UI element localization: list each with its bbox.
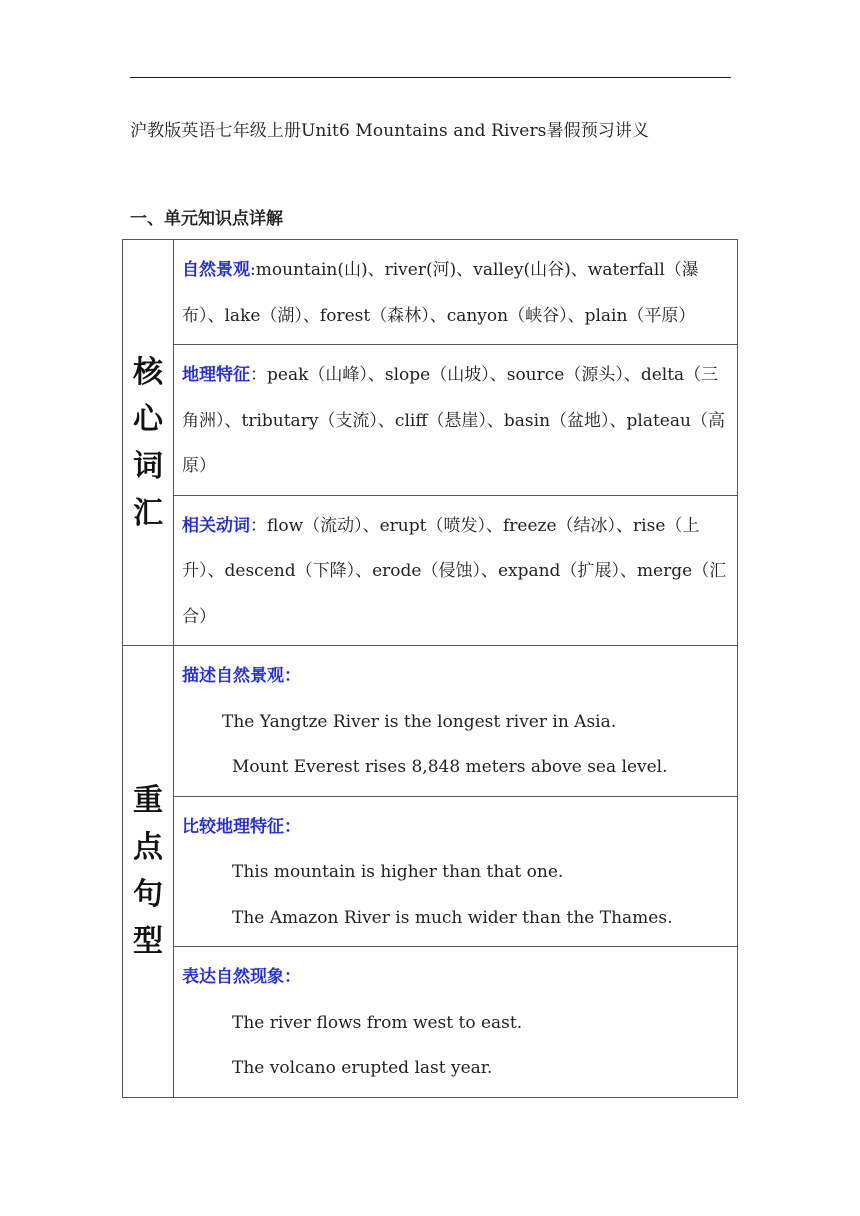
vocab-side-label [123, 240, 174, 646]
vocab-cell-geo-features [174, 345, 738, 496]
sentence-row-3 [123, 947, 738, 1098]
side-char: 型 [133, 924, 163, 960]
sentence-heading: 表达自然现象： [182, 967, 301, 987]
example-sentence: This mountain is higher than that one. [232, 862, 564, 882]
example-sentence: The river flows from west to east. [232, 1012, 523, 1033]
example-sentence: The Amazon River is much wider than the Thames. [232, 907, 673, 928]
vocab-heading: 地理特征 [182, 365, 250, 385]
vocab-text: peak（山峰）、slope（山坡）、source（源头）、delta（三角洲）、tributary（支流）、cliff（悬崖）、basin（盆地）、plateau（高原） [182, 365, 725, 476]
vocab-heading: 相关动词 [182, 515, 250, 536]
side-char: 重 [133, 783, 163, 819]
sentence-side-label [123, 646, 174, 1098]
vocab-row-1 [123, 240, 738, 345]
sentence-cell-describe [174, 646, 738, 797]
vocab-cell-verbs [174, 495, 738, 646]
side-char: 汇 [133, 495, 163, 531]
side-char: 词 [133, 448, 163, 484]
knowledge-table [122, 239, 738, 1098]
vocab-sep: : [250, 260, 256, 280]
vocab-row-2 [123, 345, 738, 496]
side-char: 核 [133, 354, 163, 390]
vocab-heading: 自然景观 [182, 260, 250, 280]
side-char: 心 [133, 401, 163, 437]
sentence-row-2 [123, 796, 738, 947]
sentence-heading: 比较地理特征： [182, 816, 301, 837]
document-title: 沪教版英语七年级上册Unit6 Mountains and Rivers暑假预习讲义 [130, 121, 650, 141]
vocab-text: mountain(山)、river(河)、valley(山谷)、waterfall（瀑布）、lake（湖）、forest（森林）、canyon（峡谷）、plain（平原） [182, 260, 699, 326]
example-sentence: The volcano erupted last year. [232, 1058, 493, 1078]
sentence-heading: 描述自然景观： [182, 666, 301, 686]
side-char: 点 [133, 830, 163, 866]
example-sentence: Mount Everest rises 8,848 meters above sea level. [232, 757, 668, 777]
vocab-sep: ： [250, 515, 267, 536]
vocab-cell-natural-scenery [174, 240, 738, 345]
header-rule [130, 77, 731, 78]
section-heading: 一、单元知识点详解 [130, 209, 283, 229]
vocab-text: flow（流动）、erupt（喷发）、freeze（结冰）、rise（上升）、descend（下降）、erode（侵蚀）、expand（扩展）、merge（汇合） [182, 515, 727, 627]
sentence-row-1 [123, 646, 738, 797]
side-char: 句 [133, 877, 163, 913]
example-sentence: The Yangtze River is the longest river in Asia. [222, 711, 617, 732]
vocab-sep: ： [250, 365, 267, 385]
sentence-cell-compare [174, 796, 738, 947]
sentence-cell-phenomena [174, 947, 738, 1098]
vocab-row-3 [123, 495, 738, 646]
